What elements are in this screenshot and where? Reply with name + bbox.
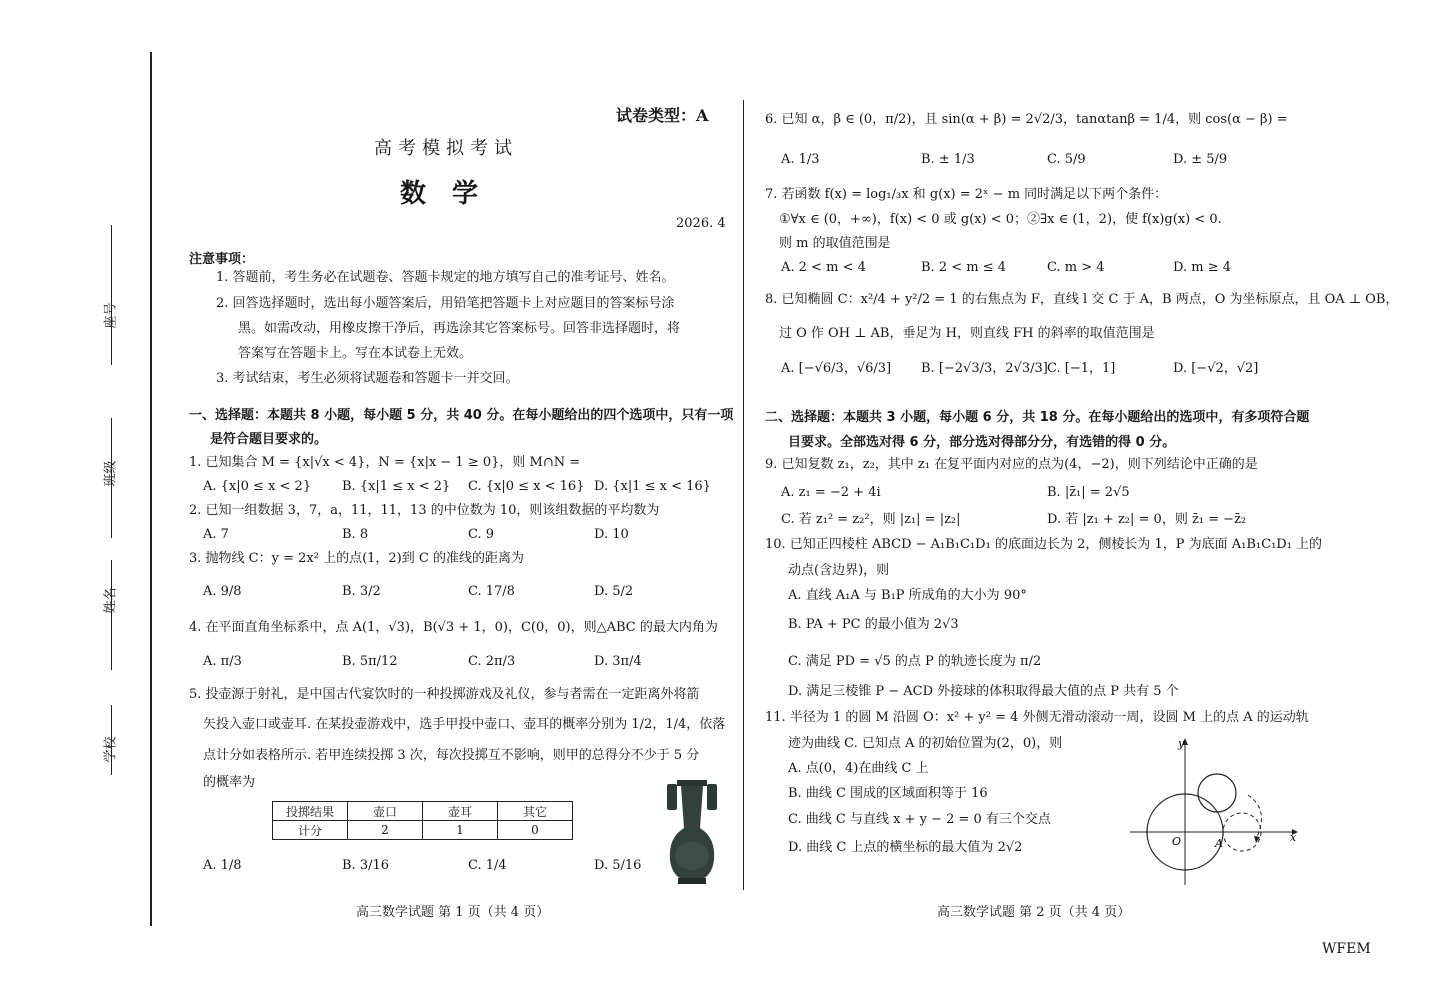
q6-option-a: A. 1/3: [781, 152, 820, 167]
q2-option-d: D. 10: [594, 527, 629, 542]
vase-illustration: [664, 776, 720, 886]
q10-option-a: A. 直线 A₁A 与 B₁P 所成角的大小为 90°: [788, 588, 1027, 603]
label-o: O: [1172, 835, 1182, 848]
label-x: x: [1290, 831, 1297, 844]
name-label: 姓名: [103, 587, 119, 614]
q6-option-b: B. ± 1/3: [921, 152, 975, 167]
section1-heading: 一、选择题：本题共 8 小题，每小题 5 分，共 40 分。在每小题给出的四个选项中，只有一项: [189, 408, 734, 423]
q7-line: 则 m 的取值范围是: [779, 236, 891, 251]
q9-option-d: D. 若 |z₁ + z₂| = 0，则 z̄₁ = −z̄₂: [1047, 512, 1247, 527]
q4-option-b: B. 5π/12: [342, 654, 398, 669]
q6-stem: 6. 已知 α，β ∈ (0，π/2)，且 sin(α + β) = 2√2/3，tanαtanβ = 1/4，则 cos(α − β) =: [765, 112, 1288, 127]
subject-title: 数 学: [400, 179, 479, 209]
q10-option-b: B. PA + PC 的最小值为 2√3: [788, 617, 959, 632]
table-cell: 1: [423, 821, 498, 840]
note-line: 3. 考试结束，考生必须将试题卷和答题卡一并交回。: [216, 371, 519, 386]
section2-heading: 二、选择题：本题共 3 小题，每小题 6 分，共 18 分。在每小题给出的选项中，有多项符合题: [765, 410, 1310, 425]
exam-date: 2026. 4: [676, 216, 726, 231]
q11-option-a: A. 点(0，4)在曲线 C 上: [788, 761, 929, 776]
table-cell: 投掷结果: [273, 802, 348, 821]
q9-option-a: A. z₁ = −2 + 4i: [781, 485, 881, 500]
table-cell: 计分: [273, 821, 348, 840]
table-cell: 0: [498, 821, 573, 840]
q4-stem: 4. 在平面直角坐标系中，点 A(1，√3)，B(√3 + 1，0)，C(0，0)，则△ABC 的最大内角为: [189, 620, 718, 635]
q5-line: 矢投入壶口或壶耳. 在某投壶游戏中，选手甲投中壶口、壶耳的概率分别为 1/2，1/4，依落: [203, 717, 726, 732]
q8-option-d: D. [−√2，√2]: [1173, 361, 1259, 376]
q5-line: 点计分如表格所示. 若甲连续投掷 3 次，每次投掷互不影响，则甲的总得分不少于 5 分: [203, 748, 700, 763]
q11-option-b: B. 曲线 C 围成的区域面积等于 16: [788, 786, 988, 801]
binding-line: [150, 52, 152, 926]
q7-option-b: B. 2 < m ≤ 4: [921, 260, 1007, 275]
q8-option-b: B. [−2√3/3，2√3/3]: [921, 361, 1048, 376]
column-divider: [743, 100, 744, 890]
q7-option-a: A. 2 < m < 4: [781, 260, 866, 275]
rolling-circle-figure: [1120, 735, 1300, 895]
note-line: 1. 答题前，考生务必在试题卷、答题卡规定的地方填写自己的准考证号、姓名。: [216, 270, 675, 285]
q11-line: 11. 半径为 1 的圆 M 沿圆 O：x² + y² = 4 外侧无滑动滚动一周，设圆 M 上的点 A 的运动轨: [765, 710, 1309, 725]
section1-heading-cont: 是符合题目要求的。: [210, 432, 328, 447]
score-table: [272, 801, 573, 840]
q4-option-a: A. π/3: [203, 654, 242, 669]
footer-page1: 高三数学试题 第 1 页（共 4 页）: [356, 905, 550, 920]
q3-stem: 3. 抛物线 C：y = 2x² 上的点(1，2)到 C 的准线的距离为: [189, 551, 524, 566]
q5-line: 5. 投壶源于射礼，是中国古代宴饮时的一种投掷游戏及礼仪，参与者需在一定距离外将箭: [189, 687, 700, 702]
q8-option-c: C. [−1，1]: [1047, 361, 1116, 376]
table-cell: 其它: [498, 802, 573, 821]
footer-page2: 高三数学试题 第 2 页（共 4 页）: [937, 905, 1131, 920]
notes-heading: 注意事项：: [189, 252, 255, 267]
q1-option-c: C. {x|0 ≤ x < 16}: [468, 479, 585, 494]
seat-label: 座号: [103, 302, 119, 329]
paper-type: 试卷类型：A: [616, 106, 709, 125]
table-cell: 2: [348, 821, 423, 840]
q1-option-b: B. {x|1 ≤ x < 2}: [342, 479, 451, 494]
label-y: y: [1178, 737, 1185, 750]
q1-option-d: D. {x|1 ≤ x < 16}: [594, 479, 711, 494]
label-a: A: [1215, 837, 1223, 850]
q5-option-d: D. 5/16: [594, 858, 642, 873]
q5-option-c: C. 1/4: [468, 858, 507, 873]
q10-line: 动点(含边界)，则: [788, 563, 890, 578]
q11-option-d: D. 曲线 C 上点的横坐标的最大值为 2√2: [788, 840, 1023, 855]
q10-option-d: D. 满足三棱锥 P − ACD 外接球的体积取得最大值的点 P 共有 5 个: [788, 684, 1179, 699]
q9-option-b: B. |z̄₁| = 2√5: [1047, 485, 1130, 500]
q3-option-a: A. 9/8: [203, 584, 242, 599]
seat-underline: [111, 225, 112, 365]
q1-option-a: A. {x|0 ≤ x < 2}: [203, 479, 312, 494]
q4-option-d: D. 3π/4: [594, 654, 642, 669]
q2-option-c: C. 9: [468, 527, 495, 542]
q2-option-b: B. 8: [342, 527, 369, 542]
note-line: 答案写在答题卡上。写在本试卷上无效。: [238, 346, 473, 361]
q7-option-d: D. m ≥ 4: [1173, 260, 1231, 275]
q5-option-a: A. 1/8: [203, 858, 242, 873]
q11-line: 迹为曲线 C. 已知点 A 的初始位置为(2，0)，则: [788, 736, 1063, 751]
note-line: 2. 回答选择题时，选出每小题答案后，用铅笔把答题卡上对应题目的答案标号涂: [216, 296, 675, 311]
print-code: WFEM: [1322, 941, 1371, 957]
q8-line: 8. 已知椭圆 C：x²/4 + y²/2 = 1 的右焦点为 F，直线 l 交 C 于 A，B 两点，O 为坐标原点，且 OA ⊥ OB，: [765, 292, 1399, 307]
note-line: 黑。如需改动，用橡皮擦干净后，再选涂其它答案标号。回答非选择题时，将: [238, 321, 681, 336]
q9-option-c: C. 若 z₁² = z₂²，则 |z₁| = |z₂|: [781, 512, 961, 527]
q7-line: 7. 若函数 f(x) = log₁/₃x 和 g(x) = 2ˣ − m 同时满足以下两个条件：: [765, 187, 1168, 202]
circle-m: [1198, 774, 1236, 812]
q6-option-d: D. ± 5/9: [1173, 152, 1228, 167]
q3-option-d: D. 5/2: [594, 584, 634, 599]
school-label: 学校: [103, 736, 119, 763]
table-row: [273, 821, 573, 840]
q8-line: 过 O 作 OH ⊥ AB，垂足为 H，则直线 FH 的斜率的取值范围是: [779, 326, 1155, 341]
q4-option-c: C. 2π/3: [468, 654, 516, 669]
q11-option-c: C. 曲线 C 与直线 x + y − 2 = 0 有三个交点: [788, 812, 1051, 827]
q10-line: 10. 已知正四棱柱 ABCD − A₁B₁C₁D₁ 的底面边长为 2，侧棱长为 1，P 为底面 A₁B₁C₁D₁ 上的: [765, 537, 1323, 552]
q6-option-c: C. 5/9: [1047, 152, 1086, 167]
q10-option-c: C. 满足 PD = √5 的点 P 的轨迹长度为 π/2: [788, 654, 1042, 669]
exam-title: 高考模拟考试: [374, 138, 518, 159]
q2-option-a: A. 7: [203, 527, 229, 542]
q8-option-a: A. [−√6/3，√6/3]: [781, 361, 892, 376]
section2-heading-cont: 目要求。全部选对得 6 分，部分选对得部分分，有选错的得 0 分。: [788, 435, 1176, 450]
q5-option-b: B. 3/16: [342, 858, 390, 873]
q1-stem: 1. 已知集合 M = {x|√x < 4}，N = {x|x − 1 ≥ 0}，则 M∩N =: [189, 455, 581, 470]
name-underline: [111, 560, 112, 670]
q2-stem: 2. 已知一组数据 3，7，a，11，11，13 的中位数为 10，则该组数据的平均数为: [189, 503, 660, 518]
q9-stem: 9. 已知复数 z₁，z₂，其中 z₁ 在复平面内对应的点为(4，−2)，则下列结论中正确的是: [765, 457, 1258, 472]
table-cell: 壶口: [348, 802, 423, 821]
q5-line: 的概率为: [203, 775, 256, 790]
table-row: [273, 802, 573, 821]
q3-option-c: C. 17/8: [468, 584, 515, 599]
q7-line: ①∀x ∈ (0，+∞)，f(x) < 0 或 g(x) < 0；②∃x ∈ (1，2)，使 f(x)g(x) < 0.: [779, 212, 1222, 227]
class-label: 班级: [103, 460, 119, 487]
q3-option-b: B. 3/2: [342, 584, 381, 599]
q7-option-c: C. m > 4: [1047, 260, 1105, 275]
table-cell: 壶耳: [423, 802, 498, 821]
